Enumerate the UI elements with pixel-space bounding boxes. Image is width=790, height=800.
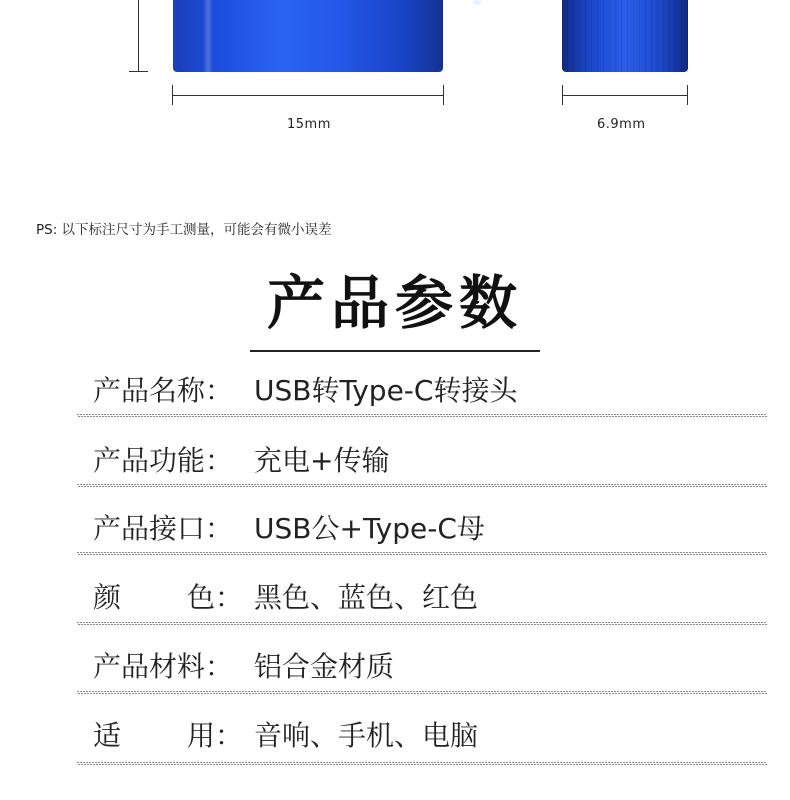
- section-title: 产品参数: [266, 269, 523, 337]
- row-divider: [77, 414, 767, 417]
- spec-value: 铝合金材质: [254, 650, 395, 683]
- spec-label: 产品材料：: [93, 650, 234, 683]
- spec-label: [93, 718, 243, 754]
- spec-value: 音响、手机、电脑: [254, 719, 479, 752]
- row-divider: [77, 552, 767, 555]
- spec-value: 充电+传输: [254, 444, 390, 477]
- spec-value: 黑色、蓝色、红色: [254, 581, 479, 614]
- row-divider: [77, 622, 767, 625]
- spec-row-name: [0, 373, 790, 443]
- width-dimension-tick-left: [172, 85, 173, 105]
- spec-row-usage: [0, 718, 790, 788]
- spec-row-function: [0, 443, 790, 513]
- spec-value: USB公+Type-C母: [254, 512, 485, 545]
- spec-label: 产品接口：: [93, 512, 234, 545]
- adapter-front-view: [173, 0, 443, 72]
- spec-label-part: 颜: [93, 581, 122, 614]
- spec-label-part: 适: [93, 719, 122, 752]
- thickness-dimension-line: [562, 95, 688, 96]
- thickness-dimension-tick-right: [687, 85, 688, 105]
- spec-label-part: 用：: [187, 719, 244, 752]
- measurement-note: PS: 以下标注尺寸为手工测量，可能会有微小误差: [36, 222, 332, 238]
- width-dimension-line: [172, 95, 444, 96]
- width-dimension-label: 15mm: [287, 117, 331, 132]
- spec-label: [93, 580, 243, 616]
- height-dimension-line: [138, 0, 139, 72]
- row-divider: [77, 691, 767, 694]
- spec-label-part: 色：: [187, 581, 244, 614]
- spec-label: 产品名称：: [93, 374, 234, 407]
- spec-label: 产品功能：: [93, 444, 234, 477]
- row-divider: [77, 762, 767, 765]
- spec-row-interface: [0, 511, 790, 581]
- title-underline: [250, 350, 540, 352]
- height-dimension-tick: [129, 71, 148, 72]
- width-dimension-tick-right: [443, 85, 444, 105]
- adapter-side-view: [562, 0, 688, 72]
- spec-row-material: [0, 649, 790, 719]
- row-divider: [77, 484, 767, 487]
- spec-row-color: [0, 580, 790, 650]
- thickness-dimension-tick-left: [562, 85, 563, 105]
- indicator-dot: [473, 0, 481, 5]
- thickness-dimension-label: 6.9mm: [597, 117, 646, 132]
- spec-value: USB转Type-C转接头: [254, 374, 518, 407]
